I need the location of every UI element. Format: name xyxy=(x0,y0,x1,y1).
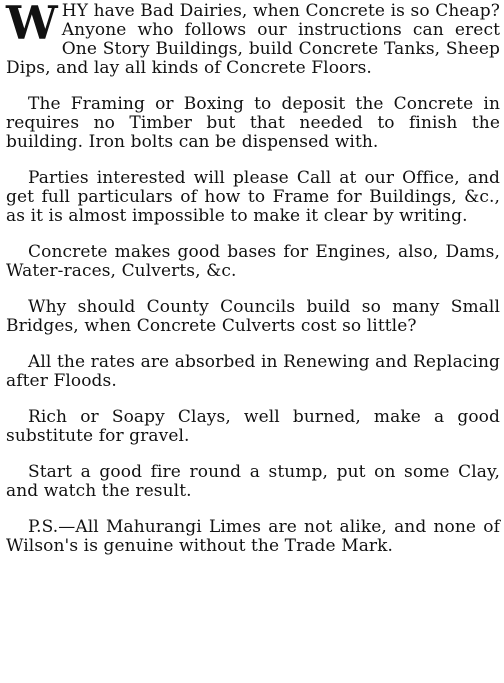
paragraph-county-councils: Why should County Councils build so many Small Bridges, when Concrete Culverts cost so little? xyxy=(6,297,500,336)
paragraph-postscript: P.S.—All Mahurangi Limes are not alike, and none of Wilson's is genuine without the Trade Mark. xyxy=(6,517,500,556)
paragraph-parties-interested: Parties interested will please Call at our Office, and get full particulars of how to Frame for Buildings, &c., as it is almost impossible to make it clear by writing. xyxy=(6,168,500,226)
paragraph-concrete-bases: Concrete makes good bases for Engines, also, Dams, Water-races, Culverts, &c. xyxy=(6,242,500,281)
paragraph-rates: All the rates are absorbed in Renewing and Replacing after Floods. xyxy=(6,352,500,391)
paragraph-intro xyxy=(6,2,500,78)
drop-cap-letter: W xyxy=(6,0,58,50)
paragraph-soapy-clays: Rich or Soapy Clays, well burned, make a good substitute for gravel. xyxy=(6,407,500,446)
paragraph-stump-fire: Start a good fire round a stump, put on some Clay, and watch the result. xyxy=(6,462,500,501)
paragraph-intro-text: HY have Bad Dairies, when Concrete is so Cheap? Anyone who follows our instructions can erect One Story Buildings, build Concrete Tanks, Sheep Dips, and lay all kinds of Concrete Floors. xyxy=(6,1,500,78)
paragraph-framing: The Framing or Boxing to deposit the Concrete in requires no Timber but that needed to finish the building. Iron bolts can be dispensed with. xyxy=(6,94,500,152)
